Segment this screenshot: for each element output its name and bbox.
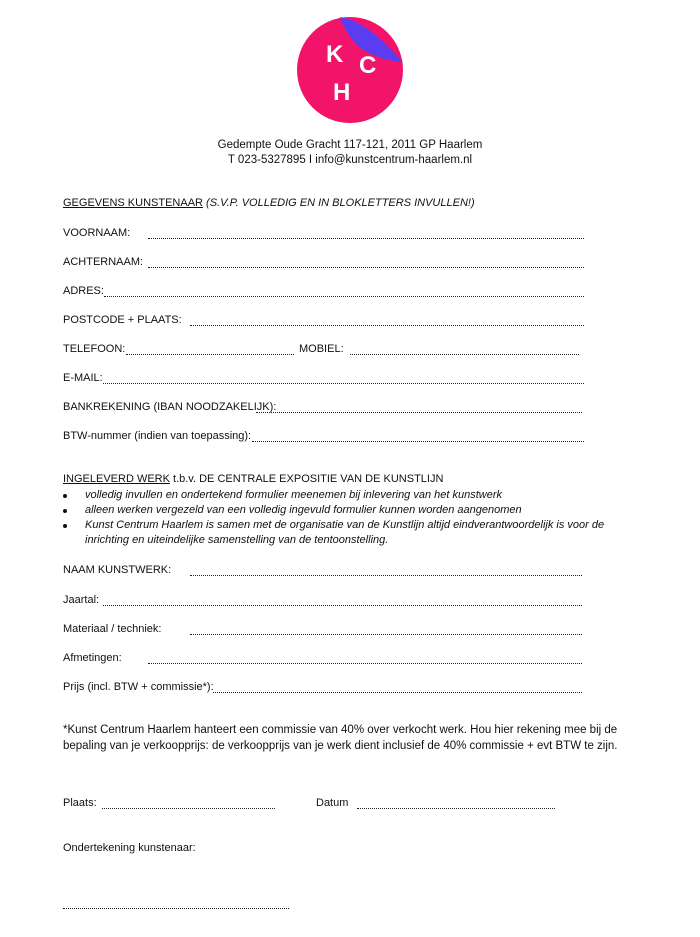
commission-note: *Kunst Centrum Haarlem hanteert een commissie van 40% over verkocht werk. Hou hier rekening mee bij de bepaling van je verkoopprijs: de verkoopprijs van je werk dient inclusief de 40% commissie + evt BTW te zijn. [63, 724, 618, 752]
bullet-text: volledig invullen en ondertekend formulier meenemen bij inlevering van het kunstwerk [85, 489, 503, 501]
jaartal-input[interactable] [103, 605, 582, 606]
field-label-email: E-MAIL: [63, 372, 103, 384]
field-label-bank: BANKREKENING (IBAN NOODZAKELIJK): [63, 401, 277, 413]
field-label-naam-kunstwerk: NAAM KUNSTWERK: [63, 564, 172, 576]
contact-address: Gedempte Oude Gracht 117-121, 2011 GP Haarlem [217, 139, 483, 151]
bankrekening-input[interactable] [256, 412, 582, 413]
field-label-afmetingen: Afmetingen: [63, 652, 122, 664]
logo-letter-k: K [326, 41, 344, 68]
achternaam-input[interactable] [148, 267, 584, 268]
prijs-input[interactable] [213, 692, 582, 693]
signature-input[interactable] [63, 908, 289, 909]
field-label-jaartal: Jaartal: [63, 594, 100, 606]
field-label-prijs: Prijs (incl. BTW + commissie*): [63, 681, 214, 693]
section2-heading: INGELEVERD WERK [63, 473, 170, 485]
plaats-input[interactable] [102, 808, 275, 809]
field-label-voornaam: VOORNAAM: [63, 227, 131, 239]
datum-input[interactable] [357, 808, 555, 809]
bullet-text: Kunst Centrum Haarlem is samen met de organisatie van de Kunstlijn altijd eindverantwoordelijk is voor de [85, 519, 605, 531]
section1-heading-note: (S.V.P. VOLLEDIG EN IN BLOKLETTERS INVULLEN!) [206, 197, 475, 209]
telefoon-input[interactable] [126, 354, 294, 355]
btw-nummer-input[interactable] [252, 441, 584, 442]
logo-letter-c: C [359, 52, 377, 79]
section2-heading-line [63, 473, 443, 485]
section1-heading-line [63, 197, 475, 209]
field-label-plaats: Plaats: [63, 797, 97, 809]
postcode-plaats-input[interactable] [190, 325, 584, 326]
materiaal-techniek-input[interactable] [190, 634, 582, 635]
adres-input[interactable] [104, 296, 584, 297]
email-input[interactable] [103, 383, 584, 384]
afmetingen-input[interactable] [148, 663, 582, 664]
field-label-ondertekening: Ondertekening kunstenaar: [63, 842, 196, 854]
field-label-mobiel: MOBIEL: [299, 343, 344, 355]
field-label-adres: ADRES: [63, 285, 104, 297]
section1-heading: GEGEVENS KUNSTENAAR [63, 197, 203, 209]
kch-logo [296, 16, 404, 124]
field-label-postcode: POSTCODE + PLAATS: [63, 314, 182, 326]
bullet-text: alleen werken vergezeld van een volledig ingevuld formulier kunnen worden aangenomen [85, 504, 522, 516]
field-label-telefoon: TELEFOON: [63, 343, 126, 355]
field-label-datum: Datum [316, 797, 349, 809]
bullet-icon [63, 524, 67, 528]
field-label-materiaal: Materiaal / techniek: [63, 623, 162, 635]
field-label-achternaam: ACHTERNAAM: [63, 256, 144, 268]
voornaam-input[interactable] [148, 238, 584, 239]
field-label-btw: BTW-nummer (indien van toepassing): [63, 430, 252, 442]
mobiel-input[interactable] [350, 354, 579, 355]
logo-letter-h: H [333, 79, 351, 106]
contact-phone-email: T 023-5327895 I info@kunstcentrum-haarlem.nl [227, 154, 473, 166]
bullet-text: inrichting en uiteindelijke samenstelling van de tentoonstelling. [85, 534, 389, 546]
bullet-icon [63, 509, 67, 513]
bullet-icon [63, 494, 67, 498]
section2-heading-rest: t.b.v. DE CENTRALE EXPOSITIE VAN DE KUNSTLIJN [169, 473, 444, 485]
naam-kunstwerk-input[interactable] [190, 575, 582, 576]
